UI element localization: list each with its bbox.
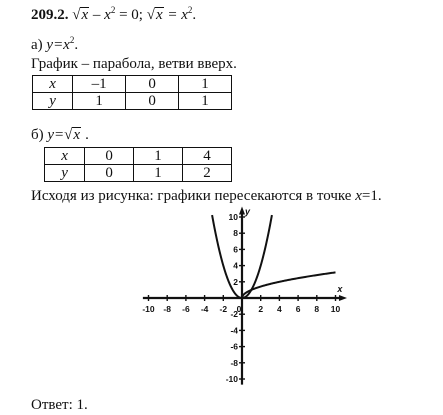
part-a-end: . — [74, 37, 79, 53]
x-tick-label: 0 — [236, 304, 242, 314]
y-tick-label: -2 — [230, 309, 238, 320]
x-tick-label: -2 — [219, 304, 228, 314]
table-cell: x — [45, 148, 85, 165]
exponent: 2 — [110, 5, 116, 15]
y-tick-label: -4 — [230, 325, 238, 336]
answer: Ответ: 1. — [31, 397, 88, 413]
table-cell: 4 — [183, 148, 232, 165]
conclusion-text: Исходя из рисунка: графики пересекаются в точке — [31, 188, 356, 204]
table-cell: 0 — [85, 165, 134, 182]
conclusion-value: =1. — [361, 188, 382, 204]
x-tick-label: 10 — [330, 304, 341, 314]
table-cell: 1 — [134, 165, 183, 182]
y-tick-label: -8 — [230, 357, 238, 368]
x-tick-label: 6 — [295, 304, 301, 314]
part-a-function: y=x — [46, 37, 70, 53]
table-cell: 1 — [179, 76, 232, 93]
y-tick-label: 8 — [233, 228, 238, 239]
table-cell: 1 — [73, 93, 126, 110]
part-a-description: График – парабола, ветви вверх. — [31, 56, 237, 72]
y-tick-label: 6 — [233, 244, 238, 255]
sqrt-symbol: √ — [72, 7, 81, 23]
y-tick-label: -10 — [225, 374, 238, 384]
part-a-label: а) — [31, 37, 47, 53]
curves — [212, 215, 335, 298]
equation-end: . — [192, 7, 197, 23]
x-tick-label: -6 — [182, 304, 190, 314]
conclusion-var: x — [355, 188, 362, 204]
part-a-exponent: 2 — [69, 35, 75, 45]
y-axis-label: y — [245, 206, 251, 217]
table-cell: y — [45, 165, 85, 182]
sqrt-symbol: √ — [64, 127, 73, 143]
x-axis-arrow — [339, 295, 347, 301]
x-tick-label: 4 — [277, 304, 282, 314]
table-cell: y — [33, 93, 73, 110]
part-b-label: б) — [31, 127, 48, 143]
equation-part: = x — [167, 7, 188, 23]
equation-part: = 0; — [119, 7, 143, 23]
part-b-function: y= — [47, 127, 65, 143]
x-axis-label: x — [337, 284, 343, 294]
y-tick-label: 2 — [233, 276, 238, 287]
part-b-radicand: x — [73, 127, 81, 143]
table-cell: 1 — [134, 148, 183, 165]
sqrt-curve — [242, 272, 336, 298]
x-tick-label: -10 — [142, 304, 155, 314]
y-tick-label: -6 — [230, 341, 238, 352]
table-cell: x — [33, 76, 73, 93]
x-tick-label: -4 — [200, 304, 209, 314]
table-cell: 1 — [179, 93, 232, 110]
equation-part: – x — [92, 7, 111, 23]
table-cell: –1 — [73, 76, 126, 93]
radicand: x — [155, 7, 163, 23]
sqrt-symbol: √ — [146, 7, 155, 23]
table-cell: 2 — [183, 165, 232, 182]
radicand: x — [81, 7, 89, 23]
y-tick-label: 10 — [228, 212, 238, 222]
x-tick-label: 8 — [314, 304, 320, 314]
table-cell: 0 — [126, 76, 179, 93]
x-tick-label: 2 — [258, 304, 264, 314]
table-cell: 0 — [126, 93, 179, 110]
problem-number: 209.2. — [31, 7, 69, 23]
part-b-end: . — [85, 127, 89, 143]
exponent: 2 — [187, 5, 193, 15]
y-tick-label: 4 — [233, 260, 238, 271]
x-tick-label: -8 — [163, 304, 171, 314]
table-cell: 0 — [85, 148, 134, 165]
